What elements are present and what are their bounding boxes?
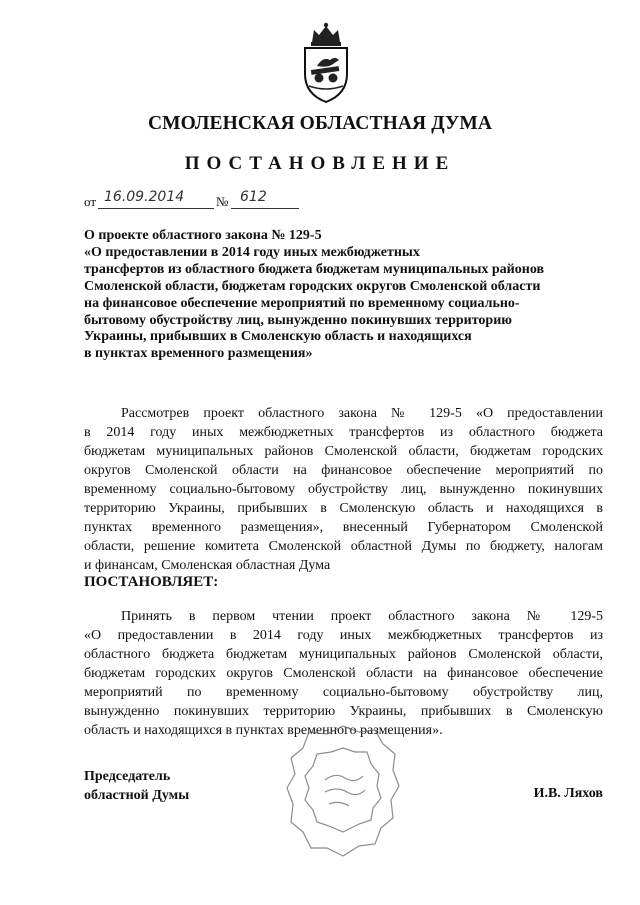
resolution-paragraph (84, 607, 603, 740)
subject-line: трансфертов из областного бюджета бюджетам муниципальных районов (84, 261, 545, 277)
date-prefix: от (84, 194, 97, 209)
paragraph-line: в 2014 году иных межбюджетных трансфертов из областного бюджета (84, 425, 603, 440)
subject-line: О проекте областного закона № 129-5 (84, 228, 322, 243)
number-underline (231, 208, 299, 209)
subject-line: в пунктах временного размещения» (84, 346, 313, 362)
resolves-heading: ПОСТАНОВЛЯЕТ: (84, 574, 219, 590)
paragraph-line: Рассмотрев проект областного закона № 129-5 «О предоставлении (121, 406, 603, 421)
subject-line: Украины, прибывших в Смоленскую область и находящихся (84, 329, 472, 345)
paragraph-line: временному социально-бытовому обустройству лиц, вынужденно покинувших (84, 482, 603, 497)
coat-of-arms-icon (295, 22, 357, 104)
subject-line: на финансовое обеспечение мероприятий по временному социально- (84, 295, 520, 311)
paragraph-line: Принять в первом чтении проект областного закона № 129-5 (121, 609, 603, 624)
signatory-name: И.В. Ляхов (533, 786, 603, 801)
paragraph-line: «О предоставлении в 2014 году иных межбюджетных трансфертов из (84, 628, 603, 643)
preamble-paragraph (84, 404, 603, 575)
paragraph-line: территорию Украины, прибывших в Смоленскую область и находящихся в (84, 501, 603, 516)
paragraph-line: бюджетам городских округов Смоленской области на финансовое обеспечение (84, 666, 603, 681)
paragraph-line: области, решение комитета Смоленской областной Думы по бюджету, налогам (84, 539, 603, 554)
subject-line: бытовому обустройству лиц, вынужденно покинувших территорию (84, 312, 512, 328)
document-type-heading: ПОСТАНОВЛЕНИЕ (184, 153, 456, 174)
paragraph-line: область и находящихся в пунктах временного размещения». (84, 723, 443, 738)
paragraph-line: бюджетам муниципальных районов Смоленской области, бюджетам городских (84, 444, 603, 459)
number-value: 612 (240, 189, 267, 205)
signatory-title (84, 767, 189, 805)
paragraph-line: мероприятий по временному социально-бытовому обустройству лиц, (84, 685, 603, 700)
subject-line: Смоленской области, бюджетам городских округов Смоленской области (84, 278, 541, 294)
paragraph-line: вынужденно покинувших территорию Украины, прибывших в Смоленскую (84, 704, 603, 719)
date-underline (98, 208, 214, 209)
signatory-title-line: областной Думы (84, 788, 190, 803)
paragraph-line: округов Смоленской области на финансовое обеспечение мероприятий по (84, 463, 603, 478)
date-value: 16.09.2014 (104, 189, 185, 205)
official-stamp-icon (285, 722, 401, 860)
document-subject (84, 228, 604, 363)
signatory-title-line: Председатель (84, 769, 171, 784)
organization-title: СМОЛЕНСКАЯ ОБЛАСТНАЯ ДУМА (147, 113, 493, 134)
paragraph-line: областного бюджета бюджетам муниципальных районов Смоленской области, (84, 647, 603, 662)
paragraph-line: пунктах временного размещения», внесенный Губернатором Смоленской (84, 520, 603, 535)
paragraph-line: и финансам, Смоленская областная Дума (84, 558, 331, 573)
number-prefix: № (216, 194, 229, 209)
subject-line: «О предоставлении в 2014 году иных межбюджетных (84, 244, 420, 260)
